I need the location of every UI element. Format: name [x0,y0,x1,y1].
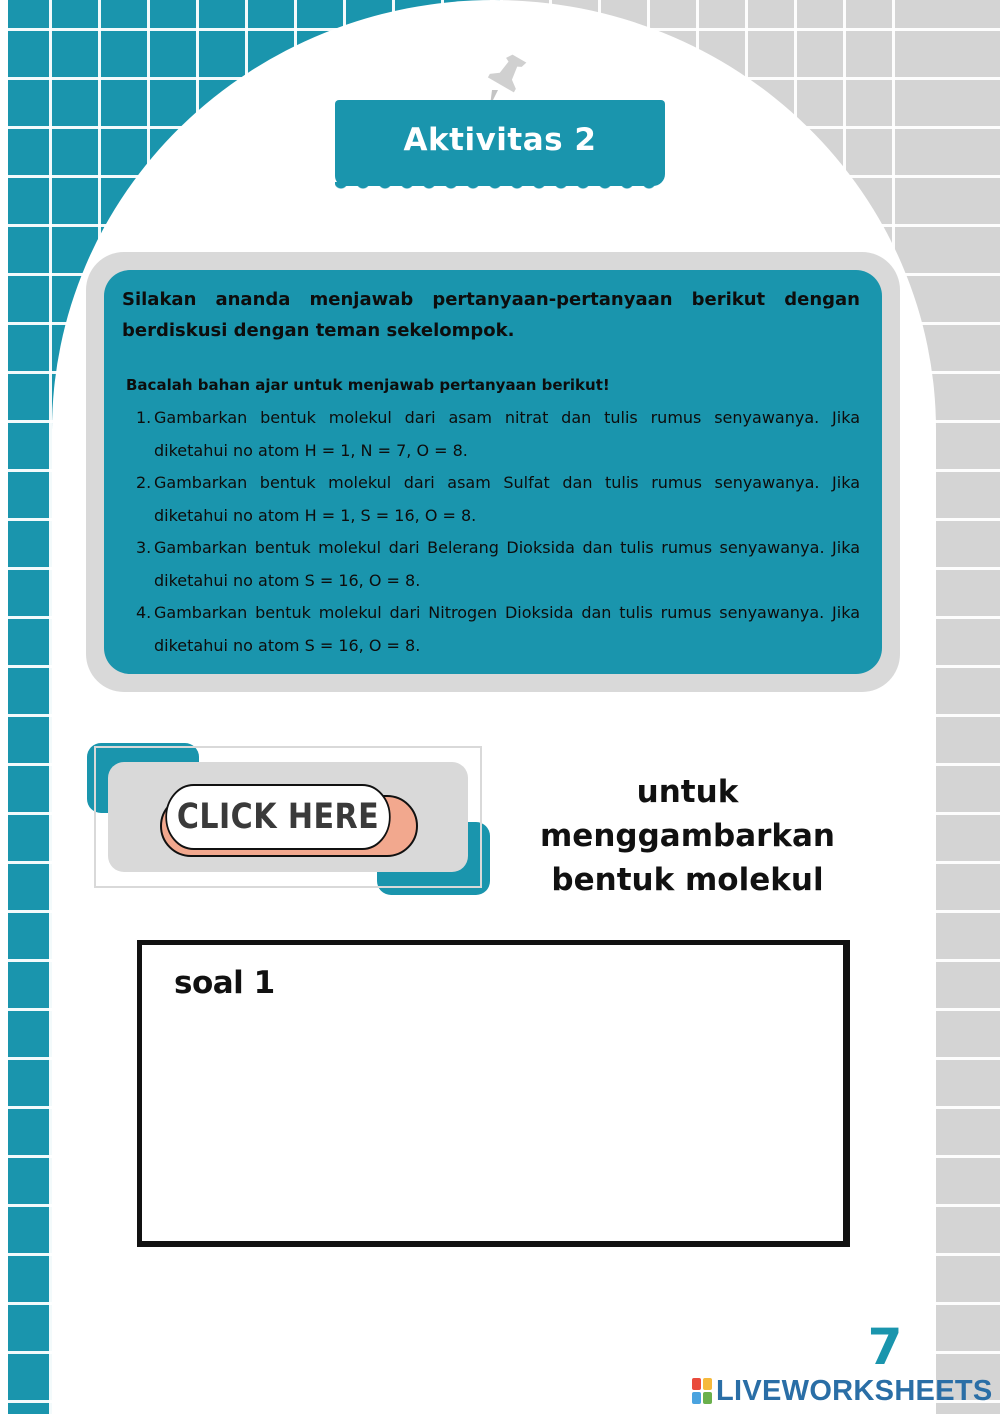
question-text: Gambarkan bentuk molekul dari asam nitrat dan tulis rumus senyawanya. Jika diketahui no atom H = 1, N = 7, O = 8. [154,408,860,460]
click-caption-line-1: untuk menggambarkan [540,774,835,854]
question-number: 1. [136,408,152,427]
click-caption [495,770,880,902]
page-title: Aktivitas 2 [403,122,597,158]
answer-box-label: soal 1 [174,965,275,1001]
instruction-subheading: Bacalah bahan ajar untuk menjawab pertanyaan berikut! [126,376,610,394]
question-text: Gambarkan bentuk molekul dari asam Sulfat dan tulis rumus senyawanya. Jika diketahui no atom H = 1, S = 16, O = 8. [154,473,860,525]
question-number: 2. [136,473,152,492]
page-number: 7 [867,1318,903,1376]
question-item [122,402,860,467]
page-right-edge [936,0,1000,1414]
page-left-edge [0,0,8,1414]
question-item [122,597,860,662]
question-list [122,402,860,662]
liveworksheets-brand[interactable] [692,1376,993,1406]
liveworksheets-logo-icon [692,1378,712,1404]
question-number: 4. [136,603,152,622]
liveworksheets-wordmark: LIVEWORKSHEETS [716,1374,993,1407]
click-caption-line-2: bentuk molekul [551,862,824,898]
question-number: 3. [136,538,152,557]
question-text: Gambarkan bentuk molekul dari Belerang Dioksida dan tulis rumus senyawanya. Jika diketahui no atom S = 16, O = 8. [154,538,860,590]
question-item [122,532,860,597]
instruction-box [104,270,882,674]
click-here-button[interactable]: CLICK HERE [165,784,390,850]
question-text: Gambarkan bentuk molekul dari Nitrogen Dioksida dan tulis rumus senyawanya. Jika diketahui no atom S = 16, O = 8. [154,603,860,655]
question-item [122,467,860,532]
instruction-intro: Silakan ananda menjawab pertanyaan-pertanyaan berikut dengan berdiskusi dengan teman sekelompok. [122,289,860,341]
activity-title-banner [335,100,665,186]
